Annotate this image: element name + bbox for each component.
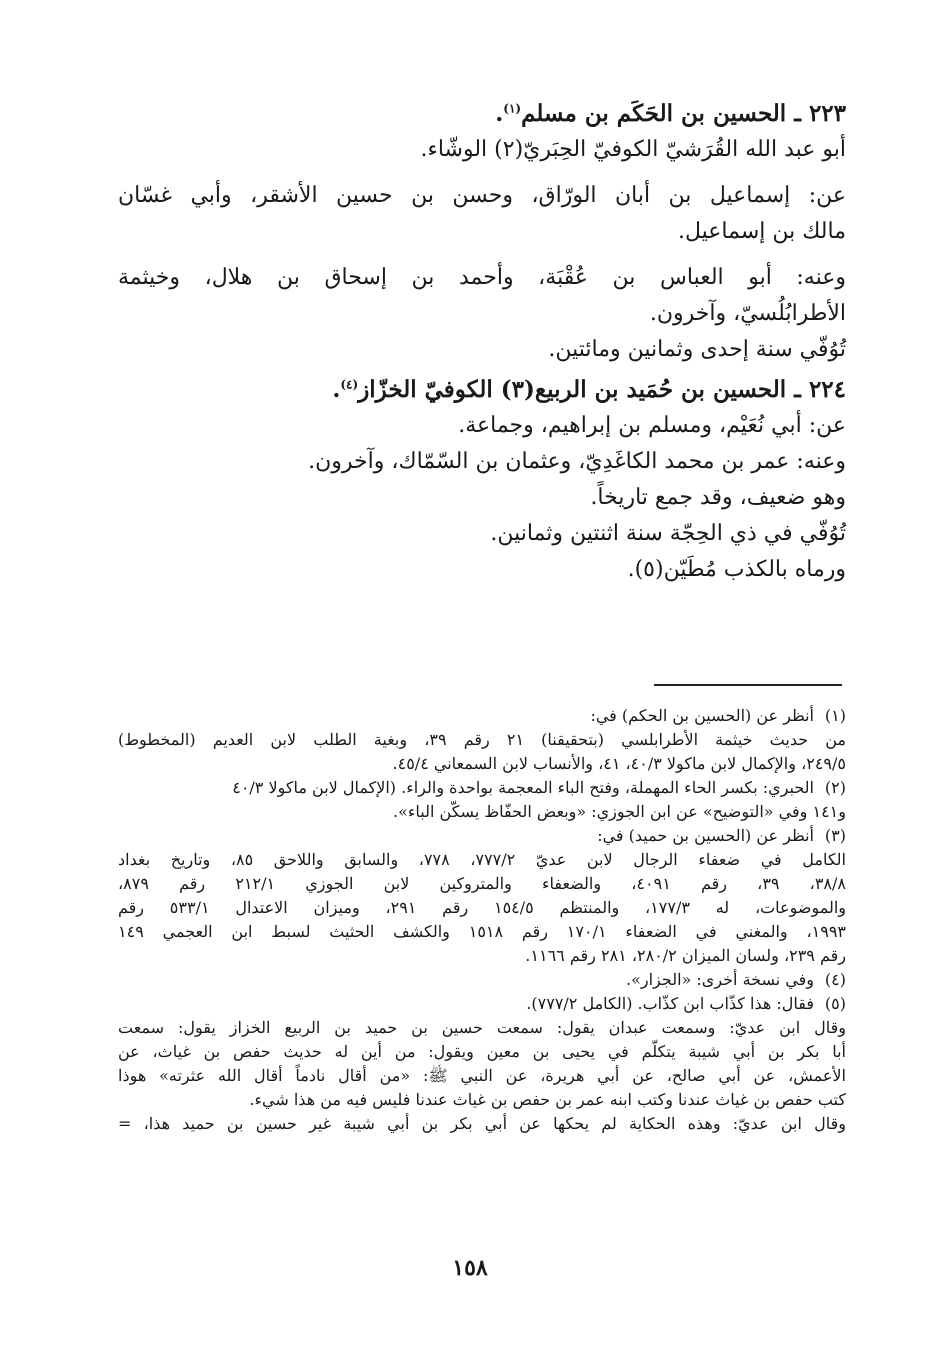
footnote-line: ٣٨/٨، ٣٩، رقم ٤٠٩١، والضعفاء والمتروكين لابن الجوزي ٢١٢/١ رقم ٨٧٩، — [118, 874, 846, 893]
entry-line: أبو عبد الله القُرَشيّ الكوفيّ الحِبَريّ(٢) الوشّاء. — [420, 137, 846, 162]
footnote-4 — [118, 968, 846, 992]
footnote-line: رقم ٢٣٩، ولسان الميزان ٢٨٠/٢، ٢٨١ رقم ١١٦٦. — [525, 946, 846, 965]
entry-line: مالك بن إسماعيل. — [678, 219, 846, 244]
footnote-3 — [118, 824, 846, 968]
footnote-line: وقال ابن عديّ: وسمعت عبدان يقول: سمعت حسين بن حميد بن الربيع الخزاز يقول: سمعت — [118, 1018, 846, 1037]
footnote-line: أبا بكر بن أبي شيبة يتكلّم في يحيى بن معين ويقول: من أين له حديث حفص بن غياث، عن — [118, 1042, 846, 1061]
footnote-ref[interactable]: (١) — [503, 101, 522, 116]
entry-line: وعنه: أبو العباس بن عُقْبَة، وأحمد بن إسحاق بن هلال، وخيثمة — [118, 265, 846, 290]
footnote-number: (٢) — [824, 778, 846, 797]
footnote-5 — [118, 992, 846, 1136]
footnote-head: أنظر عن (الحسين بن الحكم) في: — [590, 706, 814, 725]
footnote-divider — [654, 684, 842, 686]
footnote-head: أنظر عن (الحسين بن حميد) في: — [597, 826, 814, 845]
footnote-2 — [118, 776, 846, 824]
entry-line: وهو ضعيف، وقد جمع تاريخاً. — [590, 485, 846, 510]
footnote-head: فقال: هذا كذّاب ابن كذّاب. (الكامل ٧٧٧/٢). — [526, 994, 814, 1013]
footnote-line: الكامل في ضعفاء الرجال لابن عديّ ٧٧٧/٢، ٧٧٨، والسابق واللاحق ٨٥، وتاريخ بغداد — [118, 850, 846, 869]
main-text — [118, 96, 846, 588]
footnote-head: وفي نسخة أخرى: «الجزار». — [626, 970, 814, 989]
footnote-head: الحبري: بكسر الحاء المهملة، وفتح الباء المعجمة بواحدة والراء. (الإكمال لابن ماكولا ٤٠/٣ — [232, 778, 814, 797]
entry-title — [118, 372, 846, 408]
entry-title — [118, 96, 846, 132]
entry-line: الأطرابُلُسيّ، وآخرون. — [649, 301, 846, 326]
footnote-line: كتب حفص بن غياث عندنا وكتب ابنه عمر بن حفص بن غياث عندنا فليس فيه من هذا شيء. — [249, 1090, 846, 1109]
entry-line: وعنه: عمر بن محمد الكاغَدِيّ، وعثمان بن السّمّاك، وآخرون. — [308, 449, 846, 474]
entry-title-text: ٢٢٤ ـ الحسين بن حُمَيد بن الربيع(٣) الكوفيّ الخزّاز — [358, 376, 846, 403]
footnote-line: من حديث خيثمة الأطرابلسي (بتحقيقنا) ٢١ رقم ٣٩، وبغية الطلب لابن العديم (المخطوط) — [118, 730, 847, 749]
footnote-line: ١٩٩٣، والمغني في الضعفاء ١٧٠/١ رقم ١٥١٨ والكشف الحثيث لسبط ابن العجمي ١٤٩ — [118, 922, 847, 941]
entry-224 — [118, 372, 846, 588]
entry-line: تُوُفّي في ذي الحِجّة سنة اثنتين وثمانين. — [490, 521, 846, 546]
footnote-1 — [118, 704, 846, 776]
entry-line: عن: إسماعيل بن أبان الورّاق، وحسن بن حسين الأشقر، وأبي غسّان — [118, 183, 846, 208]
footnote-number: (١) — [824, 706, 846, 725]
footnote-line: ٢٤٩/٥، والإكمال لابن ماكولا ٤٠/٣، ٤١، والأنساب لابن السمعاني ٤٥/٤. — [392, 754, 846, 773]
footnote-ref[interactable]: (٤) — [340, 377, 359, 392]
entry-223 — [118, 96, 846, 368]
entry-title-end: . — [495, 100, 504, 127]
footnote-number: (٤) — [824, 970, 846, 989]
footnote-line: وقال ابن عديّ: وهذه الحكاية لم يحكها عن أبي بكر بن أبي شيبة غير حسين بن حميد هذا، = — [118, 1114, 846, 1133]
footnote-line: الأعمش، عن أبي صالح، عن أبي هريرة، عن النبي ﷺ: «من أقال نادماً أقال الله عثرته» هوذا — [118, 1066, 846, 1085]
entry-line: تُوُفّي سنة إحدى وثمانين ومائتين. — [548, 337, 846, 362]
footnote-line: والموضوعات، له ١٧٧/٣، والمنتظم ١٥٤/٥ رقم ٢٩١، وميزان الاعتدال ٥٣٣/١ رقم — [118, 898, 846, 917]
footnote-number: (٣) — [824, 826, 846, 845]
entry-title-text: ٢٢٣ ـ الحسين بن الحَكَم بن مسلم — [521, 100, 846, 127]
footnotes — [118, 704, 846, 1136]
page-number: ١٥٨ — [452, 1255, 488, 1281]
entry-line: عن: أبي نُعَيْم، ومسلم بن إبراهيم، وجماعة. — [458, 413, 846, 438]
footnote-line: و١٤١ وفي «التوضيح» عن ابن الجوزي: «وبعض الحفّاظ يسكّن الباء». — [393, 802, 846, 821]
footnote-number: (٥) — [824, 994, 846, 1013]
entry-title-end: . — [332, 376, 341, 403]
entry-line: ورماه بالكذب مُطَيّن(٥). — [627, 557, 846, 582]
